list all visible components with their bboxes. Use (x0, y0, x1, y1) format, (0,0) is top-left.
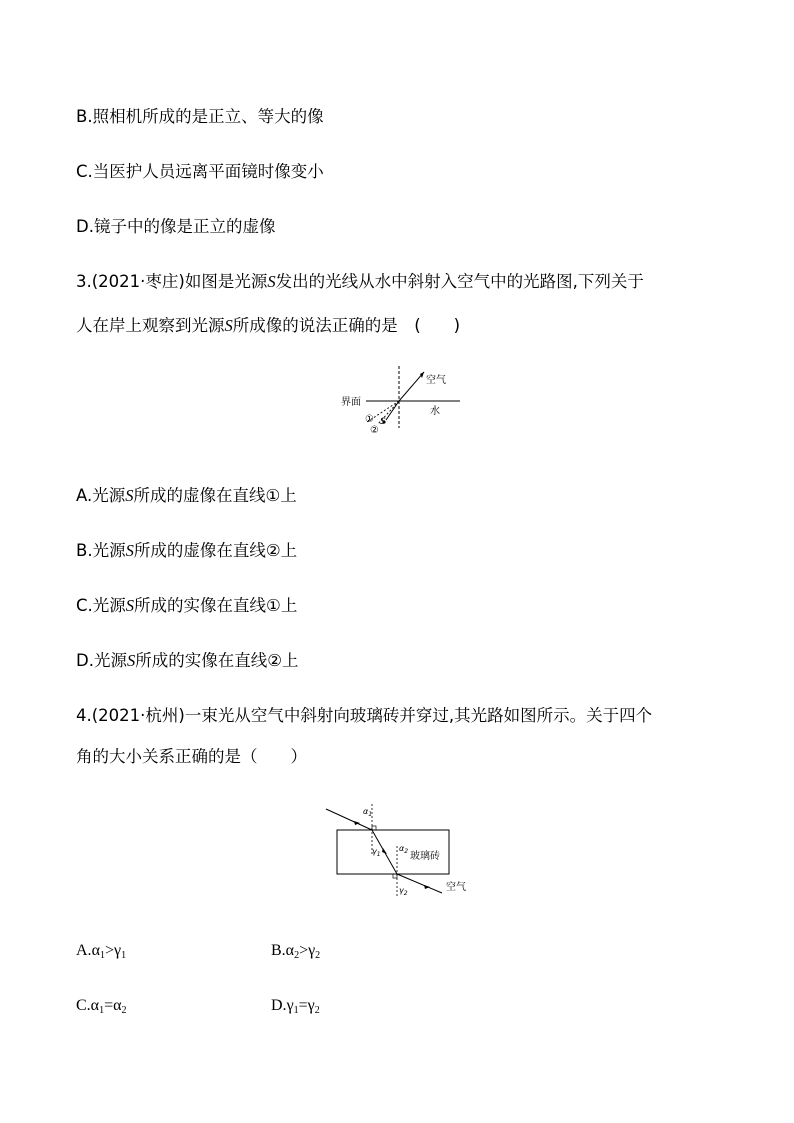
q4-symbol: α (285, 942, 295, 959)
q3-stem-text: 发出的光线从水中斜射入空气中的光路图,下列关于 (275, 272, 644, 291)
q4-label-gamma2: $\gamma_2$ (399, 886, 408, 897)
q4-symbol: α (113, 997, 122, 1014)
q3-option-text: 所成的虚像在直线②上 (133, 541, 298, 560)
q3-option-a (76, 485, 297, 507)
q3-stem-line1 (76, 271, 644, 293)
q4-subscript: 1 (99, 1005, 105, 1016)
q3-source-var: S (126, 651, 136, 670)
q4-subscript: 1 (121, 950, 127, 961)
q4-glass-block-figure (320, 796, 480, 900)
q4-symbol: γ (286, 997, 294, 1014)
q3-label-water: 水 (430, 406, 440, 417)
q3-label-air: 空气 (426, 375, 446, 386)
q4-subscript: 2 (314, 1005, 320, 1016)
q4-label-alpha1: $\alpha_1$ (363, 807, 373, 818)
q4-label-alpha2: $\alpha_2$ (399, 844, 409, 855)
q4-option-b (271, 940, 320, 967)
q3-label-line2: ② (370, 425, 379, 436)
q4-option-prefix: D. (271, 997, 287, 1014)
q2-option-d: D.镜子中的像是正立的虚像 (76, 217, 276, 236)
q4-label-gamma1: $\gamma_1$ (372, 847, 381, 858)
q4-option-c (76, 995, 126, 1022)
q3-source-var: S (125, 486, 134, 505)
q4-symbol: α (90, 997, 100, 1014)
q3-refraction-figure (338, 364, 460, 436)
q4-operator: > (299, 942, 309, 959)
q3-option-text: D.光源 (76, 651, 127, 670)
q4-subscript: 2 (315, 950, 321, 961)
q2-option-c: C.当医护人员远离平面镜时像变小 (76, 162, 324, 181)
q4-option-prefix: B. (271, 942, 286, 959)
q3-source-var: S (125, 541, 134, 560)
q3-label-interface: 界面 (341, 397, 361, 408)
q4-subscript: 1 (99, 950, 105, 961)
q3-incident-ray (386, 401, 399, 420)
q3-arrowhead (420, 372, 424, 378)
q4-subscript: 2 (121, 1005, 127, 1016)
q3-source-var: S (125, 596, 135, 615)
q3-source-var: S (224, 316, 233, 335)
q4-operator: = (298, 997, 308, 1014)
q4-right-angle-mark-bottom (393, 874, 397, 878)
q4-label-glass: 玻璃砖 (410, 851, 440, 862)
q3-option-text: 所成的实像在直线①上 (134, 596, 298, 615)
q3-stem-line2 (76, 315, 460, 337)
q3-option-d (76, 650, 299, 672)
q3-option-c (76, 595, 297, 617)
q4-right-angle-mark-top (372, 826, 376, 830)
q4-symbol: γ (113, 942, 122, 959)
q3-option-text: B.光源 (76, 541, 126, 560)
q4-label-air: 空气 (446, 882, 466, 893)
q3-option-text: 所成的虚像在直线①上 (133, 486, 297, 505)
q3-label-line1: ① (365, 414, 374, 425)
q3-label-source: S (380, 417, 386, 427)
q4-option-a (76, 940, 126, 967)
q4-subscript: 2 (294, 950, 300, 961)
q3-stem-text: 3.(2021·枣庄)如图是光源 (76, 272, 268, 291)
q3-option-b (76, 540, 297, 562)
q4-arrowhead-3 (424, 885, 430, 889)
q3-stem-text: 人在岸上观察到光源 (76, 316, 225, 335)
q4-option-d (271, 995, 320, 1022)
q3-refracted-ray (399, 372, 424, 401)
q4-symbol: α (91, 942, 100, 959)
q4-option-prefix: A. (76, 942, 92, 959)
q3-option-text: A.光源 (76, 486, 126, 505)
q4-subscript: 1 (293, 1005, 299, 1016)
q2-option-b: B.照相机所成的是正立、等大的像 (76, 107, 324, 126)
q3-option-text: 所成的实像在直线②上 (135, 651, 299, 670)
q4-option-prefix: C. (76, 997, 91, 1014)
q4-stem-line1: 4.(2021·杭州)一束光从空气中斜射向玻璃砖并穿过,其光路如图所示。关于四个 (76, 706, 653, 725)
q3-option-text: C.光源 (76, 596, 126, 615)
q4-symbol: γ (308, 942, 316, 959)
q4-operator: = (104, 997, 114, 1014)
q3-stem-text: 所成像的说法正确的是 ( ) (232, 316, 461, 335)
q4-stem-line2: 角的大小关系正确的是（ ） (76, 747, 307, 766)
q3-source-var: S (267, 272, 276, 291)
q4-symbol: γ (307, 997, 315, 1014)
q4-operator: > (104, 942, 114, 959)
